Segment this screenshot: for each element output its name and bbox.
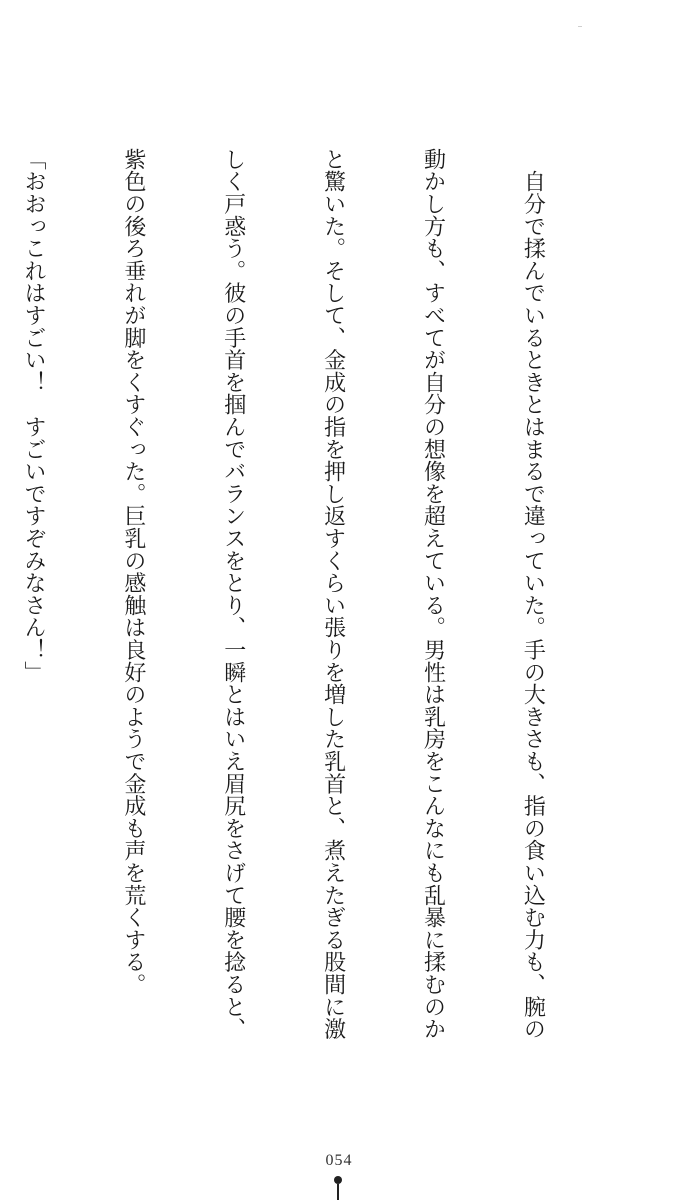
text-line: しく戸惑う。彼の手首を掴んでバランスをとり、一瞬とはいえ眉尻をさげて腰を捻ると、 <box>220 148 246 1040</box>
text-line: と驚いた。そして、金成の指を押し返すくらい張りを増した乳首と、煮えたぎる股間に激 <box>320 148 346 1040</box>
text-line: 動かし方も、すべてが自分の想像を超えている。男性は乳房をこんなにも乱暴に揉むのか <box>420 148 446 1040</box>
text-line: 「おおっこれはすごい！ すごいですぞみなさん！」 <box>20 148 46 684</box>
text-line: 自分で揉んでいるときとはまるで違っていた。手の大きさも、指の食い込む力も、腕の <box>520 148 546 1040</box>
corner-mark <box>578 26 582 27</box>
page-marker-dot-icon <box>334 1176 342 1184</box>
text-line: 紫色の後ろ垂れが脚をくすぐった。巨乳の感触は良好のようで金成も声を荒くする。 <box>120 148 146 996</box>
page-marker-line <box>337 1184 339 1200</box>
page-number: 054 <box>325 1152 353 1169</box>
vertical-text-body <box>20 148 616 1088</box>
